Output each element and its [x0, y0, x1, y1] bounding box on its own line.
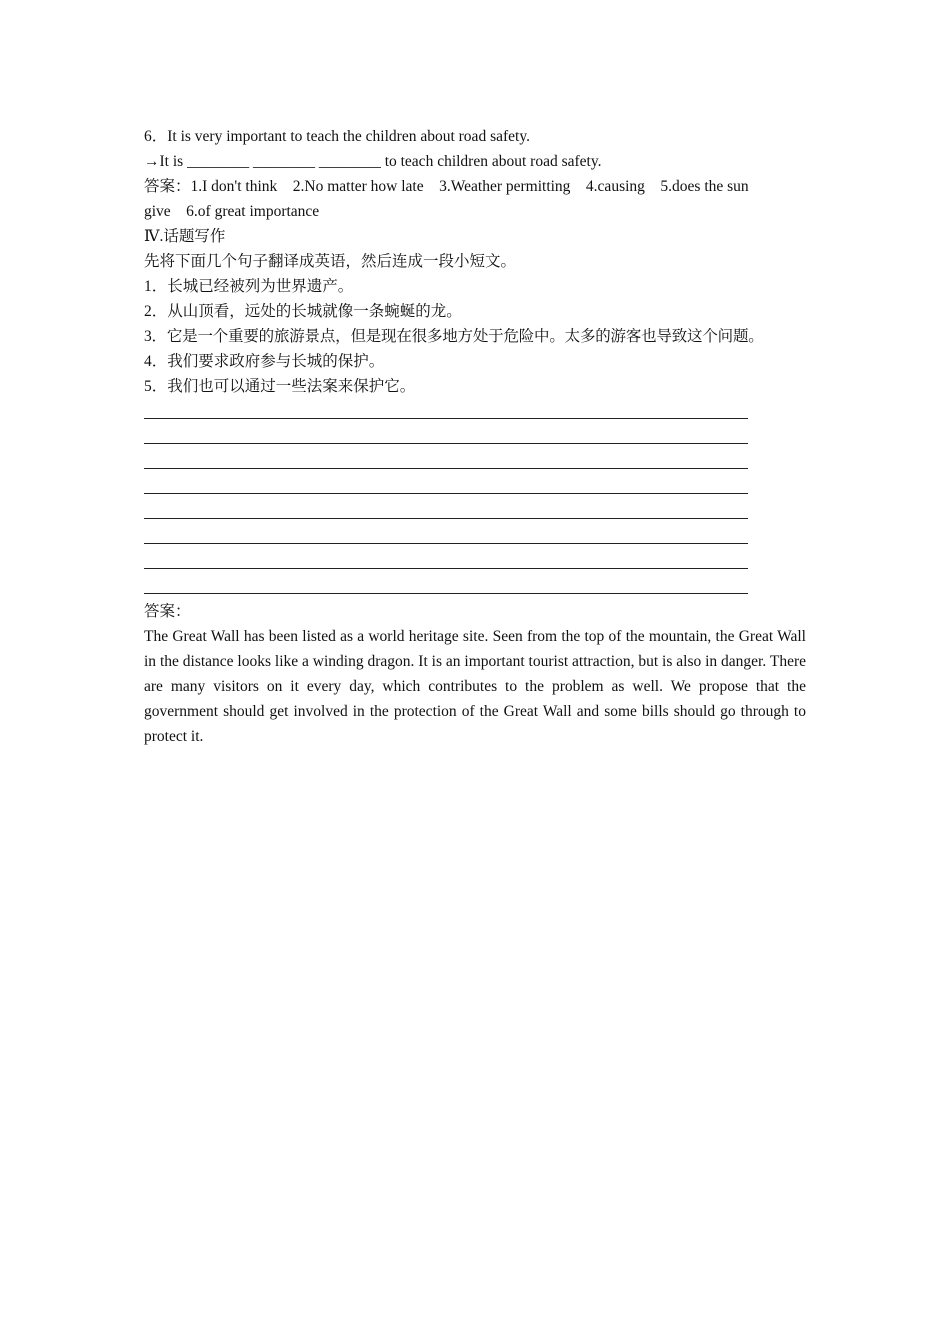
section-4-instruction: 先将下面几个句子翻译成英语，然后连成一段小短文。 [144, 253, 517, 270]
writing-line[interactable] [144, 519, 748, 544]
writing-line[interactable] [144, 494, 748, 519]
blank-1: ________ [187, 153, 250, 170]
writing-area[interactable] [144, 399, 748, 599]
exercise-6-question: 6．It is very important to teach the children about road safety. [144, 128, 530, 145]
writing-line[interactable] [144, 544, 748, 569]
answers-line-1 [144, 174, 806, 199]
essay-answer-text: The Great Wall has been listed as a world heritage site. Seen from the top of the mountain, the Great Wall in the distance looks like a winding dragon. It is an important tourist attraction, but is also in danger. There are many visitors on it every day, which contributes to the problem as well. We propose that the government should get involved in the protection of the Great Wall and some bills should go through to protect it. [144, 628, 806, 745]
writing-line[interactable] [144, 569, 748, 594]
answers-line-2: give 6.of great importance [144, 203, 320, 220]
translation-item: 3．它是一个重要的旅游景点，但是现在很多地方处于危险中。太多的游客也导致这个问题。 [144, 328, 764, 345]
translation-item: 4．我们要求政府参与长城的保护。 [144, 353, 385, 370]
translation-item: 2．从山顶看，远处的长城就像一条蜿蜒的龙。 [144, 303, 462, 320]
writing-line[interactable] [144, 394, 748, 419]
writing-line[interactable] [144, 444, 748, 469]
translation-item: 5．我们也可以通过一些法案来保护它。 [144, 378, 416, 395]
writing-line[interactable] [144, 469, 748, 494]
answers-label: 答案： [144, 178, 191, 195]
exercise-6-rewrite [144, 149, 806, 174]
writing-line[interactable] [144, 419, 748, 444]
section-4-heading: Ⅳ.话题写作 [144, 228, 226, 245]
rewrite-prefix: →It is [144, 153, 188, 170]
blank-2: ________ [252, 153, 315, 170]
essay-answer-label: 答案： [144, 603, 191, 620]
translation-item: 1．长城已经被列为世界遗产。 [144, 278, 354, 295]
rewrite-suffix: to teach children about road safety. [380, 153, 602, 170]
answers-text-1: 1.I don't think 2.No matter how late 3.Weather permitting 4.causing 5.does the sun [190, 178, 749, 195]
document-page [144, 124, 806, 749]
blank-3: ________ [318, 153, 381, 170]
